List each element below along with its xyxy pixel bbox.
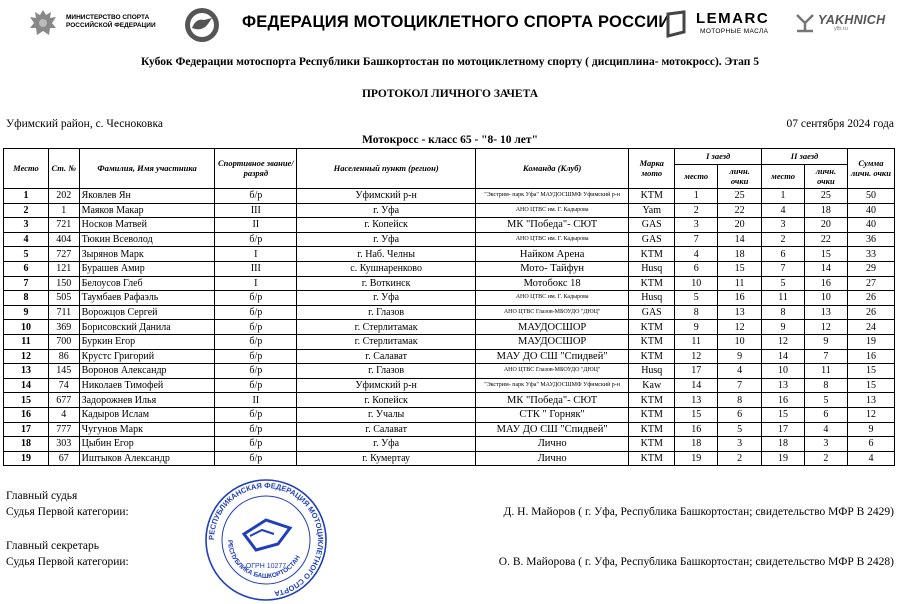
cell-sum: 6 bbox=[847, 437, 894, 452]
cell-name: Белоусов Глеб bbox=[79, 276, 215, 291]
cell-brand: KTM bbox=[629, 320, 675, 335]
cell-brand: KTM bbox=[629, 247, 675, 262]
cell-brand: KTM bbox=[629, 422, 675, 437]
cell-heat1-place: 13 bbox=[675, 393, 718, 408]
cell-heat2-place: 14 bbox=[762, 349, 805, 364]
table-row bbox=[4, 276, 895, 291]
cell-heat1-place: 17 bbox=[675, 364, 718, 379]
chief-judge-category: Судья Первой категории: bbox=[6, 506, 129, 518]
table-row bbox=[4, 378, 895, 393]
cell-name: Николаев Тимофей bbox=[79, 378, 215, 393]
stamp-ogrn: ОГРН 10277 bbox=[245, 563, 287, 570]
chief-judge-title: Главный судья bbox=[6, 490, 78, 502]
cell-number: 74 bbox=[48, 378, 79, 393]
table-row bbox=[4, 218, 895, 233]
cell-city: с. Кушнаренково bbox=[297, 261, 476, 276]
cell-city: г. Глазов bbox=[297, 305, 476, 320]
header-place: Место bbox=[4, 149, 49, 189]
cell-team: Мотобокс 18 bbox=[476, 276, 629, 291]
cell-team: Найком Арена bbox=[476, 247, 629, 262]
cell-heat1-points: 5 bbox=[718, 422, 762, 437]
cell-sum: 26 bbox=[847, 291, 894, 306]
cell-heat2-place: 17 bbox=[762, 422, 805, 437]
cell-sum: 15 bbox=[847, 378, 894, 393]
secretary-category: Судья Первой категории: bbox=[6, 556, 129, 568]
cell-city: г. Уфа bbox=[297, 291, 476, 306]
cell-brand: GAS bbox=[629, 305, 675, 320]
cell-team: МАУДОСШОР bbox=[476, 334, 629, 349]
cell-team: АНО ЦТВС им. Г. Кадырова bbox=[476, 291, 629, 306]
cell-sum: 12 bbox=[847, 407, 894, 422]
cell-heat1-points: 2 bbox=[718, 451, 762, 466]
header-rank: Спортивное звание/разряд bbox=[215, 149, 297, 189]
cell-brand: GAS bbox=[629, 218, 675, 233]
cell-city: г. Салават bbox=[297, 422, 476, 437]
cell-heat2-place: 1 bbox=[762, 189, 805, 204]
header-heat-2-points: личн. очки bbox=[804, 165, 847, 189]
cell-city: Уфимский р-н bbox=[297, 378, 476, 393]
cell-name: Задорожнев Илья bbox=[79, 393, 215, 408]
cell-name: Ворожцов Сергей bbox=[79, 305, 215, 320]
cell-brand: KTM bbox=[629, 334, 675, 349]
cell-city: г. Стерлитамак bbox=[297, 320, 476, 335]
federation-logo-icon bbox=[182, 6, 222, 44]
event-title: Кубок Федерации мотоспорта Республики Башкортостан по мотоциклетному спорту ( дисциплина- мотокросс). Этап 5 bbox=[141, 56, 759, 68]
cell-name: Крустс Григорий bbox=[79, 349, 215, 364]
cell-number: 303 bbox=[48, 437, 79, 452]
cell-heat2-points: 3 bbox=[804, 437, 847, 452]
cell-city: г. Воткинск bbox=[297, 276, 476, 291]
table-row bbox=[4, 349, 895, 364]
cell-place: 9 bbox=[4, 305, 49, 320]
cell-heat2-points: 13 bbox=[804, 305, 847, 320]
cell-place: 2 bbox=[4, 203, 49, 218]
cell-sum: 13 bbox=[847, 393, 894, 408]
cell-place: 17 bbox=[4, 422, 49, 437]
cell-heat1-points: 15 bbox=[718, 261, 762, 276]
cell-team: "Экстрим- парк Уфа" МАУДОСШМФ Уфимский р-н bbox=[476, 378, 629, 393]
cell-heat1-points: 12 bbox=[718, 320, 762, 335]
cell-heat2-place: 3 bbox=[762, 218, 805, 233]
cell-team: АНО ЦТВС Глазов-МБОУДО "ДЮЦ" bbox=[476, 364, 629, 379]
cell-heat1-place: 3 bbox=[675, 218, 718, 233]
cell-heat2-points: 12 bbox=[804, 320, 847, 335]
cell-city: г. Глазов bbox=[297, 364, 476, 379]
cell-number: 86 bbox=[48, 349, 79, 364]
table-row bbox=[4, 291, 895, 306]
cell-city: Уфимский р-н bbox=[297, 189, 476, 204]
cell-team: МК "Победа"- СЮТ bbox=[476, 393, 629, 408]
cell-sum: 40 bbox=[847, 218, 894, 233]
cell-rank: б/р bbox=[215, 451, 297, 466]
russian-emblem-icon bbox=[24, 6, 62, 42]
cell-brand: Kaw bbox=[629, 378, 675, 393]
cell-sum: 4 bbox=[847, 451, 894, 466]
cell-heat1-points: 4 bbox=[718, 364, 762, 379]
cell-sum: 24 bbox=[847, 320, 894, 335]
cell-heat1-points: 9 bbox=[718, 349, 762, 364]
cell-place: 18 bbox=[4, 437, 49, 452]
cell-number: 67 bbox=[48, 451, 79, 466]
cell-heat2-points: 16 bbox=[804, 276, 847, 291]
ministry-line-2: РОССИЙСКОЙ ФЕДЕРАЦИИ bbox=[66, 22, 156, 29]
cell-heat2-points: 14 bbox=[804, 261, 847, 276]
cell-brand: KTM bbox=[629, 349, 675, 364]
header-sum: Сумма личн. очки bbox=[847, 149, 894, 189]
cell-team: Лично bbox=[476, 437, 629, 452]
chief-judge-name: Д. Н. Майоров ( г. Уфа, Республика Башкортостан; свидетельство МФР В 2429) bbox=[503, 506, 894, 518]
table-row bbox=[4, 203, 895, 218]
cell-place: 1 bbox=[4, 189, 49, 204]
cell-sum: 16 bbox=[847, 349, 894, 364]
cell-sum: 40 bbox=[847, 203, 894, 218]
official-stamp bbox=[204, 478, 328, 602]
cell-place: 13 bbox=[4, 364, 49, 379]
cell-brand: Husq bbox=[629, 291, 675, 306]
ministry-name bbox=[66, 14, 176, 30]
cell-number: 121 bbox=[48, 261, 79, 276]
table-row bbox=[4, 393, 895, 408]
table-row bbox=[4, 247, 895, 262]
cell-place: 11 bbox=[4, 334, 49, 349]
sponsor-yakhnich-subtitle: yfb.ru bbox=[834, 26, 848, 32]
cell-heat1-points: 25 bbox=[718, 189, 762, 204]
sponsor-yakhnich: YAKHNICH bbox=[818, 13, 886, 27]
cell-heat2-place: 13 bbox=[762, 378, 805, 393]
cell-heat1-place: 15 bbox=[675, 407, 718, 422]
cell-heat2-place: 10 bbox=[762, 364, 805, 379]
event-location: Уфимский район, с. Чесноковка bbox=[6, 118, 163, 130]
cell-heat1-points: 7 bbox=[718, 378, 762, 393]
cell-heat1-place: 12 bbox=[675, 349, 718, 364]
cell-heat1-place: 4 bbox=[675, 247, 718, 262]
cell-brand: KTM bbox=[629, 393, 675, 408]
cell-city: г. Кумертау bbox=[297, 451, 476, 466]
cell-sum: 27 bbox=[847, 276, 894, 291]
cell-team: МАУДОСШОР bbox=[476, 320, 629, 335]
cell-heat2-place: 8 bbox=[762, 305, 805, 320]
cell-heat2-place: 12 bbox=[762, 334, 805, 349]
cell-number: 4 bbox=[48, 407, 79, 422]
cell-rank: II bbox=[215, 218, 297, 233]
cell-heat2-place: 18 bbox=[762, 437, 805, 452]
cell-city: г. Уфа bbox=[297, 232, 476, 247]
cell-brand: GAS bbox=[629, 232, 675, 247]
cell-city: г. Копейск bbox=[297, 218, 476, 233]
cell-heat2-place: 4 bbox=[762, 203, 805, 218]
sponsor-lemarc: LEMARC bbox=[696, 10, 770, 27]
cell-team: МК "Победа"- СЮТ bbox=[476, 218, 629, 233]
header-heat-1-place: место bbox=[675, 165, 718, 189]
cell-heat1-place: 8 bbox=[675, 305, 718, 320]
cell-rank: б/р bbox=[215, 189, 297, 204]
cell-heat2-points: 11 bbox=[804, 364, 847, 379]
cell-place: 5 bbox=[4, 247, 49, 262]
cell-city: г. Наб. Челны bbox=[297, 247, 476, 262]
table-row bbox=[4, 305, 895, 320]
header-city: Населенный пункт (регион) bbox=[297, 149, 476, 189]
cell-heat1-points: 6 bbox=[718, 407, 762, 422]
cell-number: 369 bbox=[48, 320, 79, 335]
cell-number: 777 bbox=[48, 422, 79, 437]
cell-heat2-points: 18 bbox=[804, 203, 847, 218]
cell-sum: 26 bbox=[847, 305, 894, 320]
cell-city: г. Копейск bbox=[297, 393, 476, 408]
cell-name: Воронов Александр bbox=[79, 364, 215, 379]
table-row bbox=[4, 437, 895, 452]
cell-heat2-points: 25 bbox=[804, 189, 847, 204]
table-row bbox=[4, 407, 895, 422]
cell-rank: I bbox=[215, 247, 297, 262]
cell-heat1-place: 2 bbox=[675, 203, 718, 218]
cell-number: 145 bbox=[48, 364, 79, 379]
table-row bbox=[4, 189, 895, 204]
table-row bbox=[4, 232, 895, 247]
secretary-name: О. В. Майорова ( г. Уфа, Республика Башкортостан; свидетельство МФР В 2428) bbox=[498, 556, 894, 568]
header-heat-2-place: место bbox=[762, 165, 805, 189]
header-name: Фамилия, Имя участника bbox=[79, 149, 215, 189]
cell-heat1-place: 11 bbox=[675, 334, 718, 349]
cell-rank: б/р bbox=[215, 334, 297, 349]
cell-rank: б/р bbox=[215, 422, 297, 437]
cell-brand: KTM bbox=[629, 451, 675, 466]
cell-name: Борисовский Данила bbox=[79, 320, 215, 335]
cell-rank: б/р bbox=[215, 232, 297, 247]
cell-place: 15 bbox=[4, 393, 49, 408]
cell-name: Буркин Егор bbox=[79, 334, 215, 349]
header-team: Команда (Клуб) bbox=[476, 149, 629, 189]
cell-number: 677 bbox=[48, 393, 79, 408]
stamp-outer-ring bbox=[206, 480, 326, 600]
cell-team: АНО ЦТВС им. Г. Кадырова bbox=[476, 232, 629, 247]
cell-rank: б/р bbox=[215, 305, 297, 320]
cell-heat1-place: 1 bbox=[675, 189, 718, 204]
cell-rank: б/р bbox=[215, 320, 297, 335]
protocol-title: ПРОТОКОЛ ЛИЧНОГО ЗАЧЕТА bbox=[361, 88, 538, 100]
cell-rank: б/р bbox=[215, 364, 297, 379]
cell-brand: Husq bbox=[629, 261, 675, 276]
cell-name: Тюкин Всеволод bbox=[79, 232, 215, 247]
cell-heat2-points: 15 bbox=[804, 247, 847, 262]
header bbox=[0, 0, 900, 50]
cell-heat1-place: 10 bbox=[675, 276, 718, 291]
cell-rank: б/р bbox=[215, 407, 297, 422]
header-brand: Марка мото bbox=[629, 149, 675, 189]
table-row bbox=[4, 451, 895, 466]
cell-name: Маяков Макар bbox=[79, 203, 215, 218]
ministry-line-1: МИНИСТЕРСТВО СПОРТА bbox=[66, 14, 150, 21]
cell-place: 10 bbox=[4, 320, 49, 335]
cell-number: 404 bbox=[48, 232, 79, 247]
cell-heat1-points: 3 bbox=[718, 437, 762, 452]
header-number: Ст. № bbox=[48, 149, 79, 189]
cell-rank: б/р bbox=[215, 378, 297, 393]
cell-rank: II bbox=[215, 393, 297, 408]
cell-heat2-place: 15 bbox=[762, 407, 805, 422]
stamp-center-stroke-icon bbox=[250, 530, 274, 536]
cell-rank: I bbox=[215, 276, 297, 291]
cell-name: Чугунов Марк bbox=[79, 422, 215, 437]
cell-heat1-place: 14 bbox=[675, 378, 718, 393]
lemarc-logo-icon bbox=[664, 10, 688, 38]
cell-heat2-place: 16 bbox=[762, 393, 805, 408]
cell-heat1-points: 22 bbox=[718, 203, 762, 218]
cell-name: Кадыров Ислам bbox=[79, 407, 215, 422]
cell-brand: KTM bbox=[629, 189, 675, 204]
results-body bbox=[4, 189, 895, 466]
cell-heat1-place: 6 bbox=[675, 261, 718, 276]
cell-heat2-points: 20 bbox=[804, 218, 847, 233]
cell-heat2-points: 6 bbox=[804, 407, 847, 422]
cell-heat1-place: 19 bbox=[675, 451, 718, 466]
cell-place: 7 bbox=[4, 276, 49, 291]
cell-heat2-points: 7 bbox=[804, 349, 847, 364]
header-heat-1: I заезд bbox=[675, 149, 762, 165]
cell-number: 700 bbox=[48, 334, 79, 349]
cell-number: 202 bbox=[48, 189, 79, 204]
cell-team: Мото- Тайфун bbox=[476, 261, 629, 276]
table-row bbox=[4, 261, 895, 276]
cell-sum: 9 bbox=[847, 422, 894, 437]
cell-place: 6 bbox=[4, 261, 49, 276]
yakhnich-logo-icon bbox=[794, 12, 816, 34]
secretary-title: Главный секретарь bbox=[6, 540, 100, 552]
cell-team: Лично bbox=[476, 451, 629, 466]
cell-city: г. Салават bbox=[297, 349, 476, 364]
federation-name: ФЕДЕРАЦИЯ МОТОЦИКЛЕТНОГО СПОРТА РОССИИ bbox=[242, 13, 671, 31]
cell-name: Иштыков Александр bbox=[79, 451, 215, 466]
cell-heat1-place: 5 bbox=[675, 291, 718, 306]
cell-city: г. Уфа bbox=[297, 437, 476, 452]
cell-heat1-points: 16 bbox=[718, 291, 762, 306]
cell-rank: б/р bbox=[215, 437, 297, 452]
cell-heat2-place: 6 bbox=[762, 247, 805, 262]
cell-number: 721 bbox=[48, 218, 79, 233]
cell-number: 1 bbox=[48, 203, 79, 218]
cell-heat1-points: 8 bbox=[718, 393, 762, 408]
cell-heat2-place: 5 bbox=[762, 276, 805, 291]
cell-name: Яковлев Ян bbox=[79, 189, 215, 204]
cell-place: 8 bbox=[4, 291, 49, 306]
event-date: 07 сентября 2024 года bbox=[786, 118, 894, 130]
cell-number: 505 bbox=[48, 291, 79, 306]
cell-heat1-points: 14 bbox=[718, 232, 762, 247]
cell-place: 12 bbox=[4, 349, 49, 364]
stamp-inner-text: РЕСПУБЛИКА БАШКОРТОСТАН bbox=[225, 539, 302, 581]
cell-heat2-place: 9 bbox=[762, 320, 805, 335]
cell-sum: 33 bbox=[847, 247, 894, 262]
cell-team: СТК " Горняк" bbox=[476, 407, 629, 422]
cell-place: 14 bbox=[4, 378, 49, 393]
cell-heat2-points: 5 bbox=[804, 393, 847, 408]
cell-heat2-place: 2 bbox=[762, 232, 805, 247]
cell-sum: 29 bbox=[847, 261, 894, 276]
cell-heat1-place: 18 bbox=[675, 437, 718, 452]
cell-heat2-points: 8 bbox=[804, 378, 847, 393]
table-row bbox=[4, 320, 895, 335]
cell-brand: KTM bbox=[629, 276, 675, 291]
cell-heat2-points: 10 bbox=[804, 291, 847, 306]
stamp-outer-text: РЕСПУБЛИКАНСКАЯ ФЕДЕРАЦИЯ МОТОЦИКЛЕТНОГО СПОРТА bbox=[206, 480, 326, 599]
cell-place: 16 bbox=[4, 407, 49, 422]
sponsor-lemarc-subtitle: МОТОРНЫЕ МАСЛА bbox=[700, 28, 769, 35]
cell-heat1-points: 18 bbox=[718, 247, 762, 262]
cell-heat1-points: 11 bbox=[718, 276, 762, 291]
stamp-group bbox=[206, 480, 326, 600]
header-heat-2: II заезд bbox=[762, 149, 848, 165]
cell-heat1-place: 7 bbox=[675, 232, 718, 247]
cell-heat2-points: 9 bbox=[804, 334, 847, 349]
cell-city: г. Уфа bbox=[297, 203, 476, 218]
cell-heat1-place: 16 bbox=[675, 422, 718, 437]
cell-city: г. Стерлитамак bbox=[297, 334, 476, 349]
cell-rank: III bbox=[215, 203, 297, 218]
cell-team: МАУ ДО СШ "Спидвей" bbox=[476, 422, 629, 437]
table-row bbox=[4, 334, 895, 349]
cell-sum: 50 bbox=[847, 189, 894, 204]
cell-heat2-points: 22 bbox=[804, 232, 847, 247]
cell-number: 727 bbox=[48, 247, 79, 262]
cell-place: 4 bbox=[4, 232, 49, 247]
class-title: Мотокросс - класс 65 - "8- 10 лет" bbox=[362, 134, 538, 146]
table-row bbox=[4, 422, 895, 437]
cell-rank: б/р bbox=[215, 349, 297, 364]
table-row bbox=[4, 364, 895, 379]
cell-team: МАУ ДО СШ "Спидвей" bbox=[476, 349, 629, 364]
cell-brand: KTM bbox=[629, 407, 675, 422]
cell-heat2-place: 11 bbox=[762, 291, 805, 306]
cell-city: г. Учалы bbox=[297, 407, 476, 422]
cell-heat1-points: 20 bbox=[718, 218, 762, 233]
cell-rank: III bbox=[215, 261, 297, 276]
cell-brand: KTM bbox=[629, 437, 675, 452]
header-heat-1-points: личн. очки bbox=[718, 165, 762, 189]
cell-place: 3 bbox=[4, 218, 49, 233]
cell-name: Зырянов Марк bbox=[79, 247, 215, 262]
cell-sum: 15 bbox=[847, 364, 894, 379]
cell-name: Таумбаев Рафаэль bbox=[79, 291, 215, 306]
cell-team: АНО ЦТВС им. Г. Кадырова bbox=[476, 203, 629, 218]
cell-team: АНО ЦТВС Глазов-МБОУДО "ДЮЦ" bbox=[476, 305, 629, 320]
cell-heat2-place: 19 bbox=[762, 451, 805, 466]
cell-name: Бурашев Амир bbox=[79, 261, 215, 276]
cell-sum: 19 bbox=[847, 334, 894, 349]
stamp-inner-ring bbox=[222, 496, 310, 584]
cell-heat2-points: 2 bbox=[804, 451, 847, 466]
cell-name: Цыбин Егор bbox=[79, 437, 215, 452]
cell-name: Носков Матвей bbox=[79, 218, 215, 233]
cell-brand: Husq bbox=[629, 364, 675, 379]
cell-team: "Экстрим- парк Уфа" МАУДОСШМФ Уфимский р-н bbox=[476, 189, 629, 204]
cell-number: 150 bbox=[48, 276, 79, 291]
cell-place: 19 bbox=[4, 451, 49, 466]
results-table bbox=[3, 148, 895, 466]
cell-heat1-place: 9 bbox=[675, 320, 718, 335]
cell-heat1-points: 10 bbox=[718, 334, 762, 349]
cell-sum: 36 bbox=[847, 232, 894, 247]
cell-rank: б/р bbox=[215, 291, 297, 306]
cell-heat2-place: 7 bbox=[762, 261, 805, 276]
cell-heat2-points: 4 bbox=[804, 422, 847, 437]
cell-number: 711 bbox=[48, 305, 79, 320]
cell-brand: Yam bbox=[629, 203, 675, 218]
cell-heat1-points: 13 bbox=[718, 305, 762, 320]
